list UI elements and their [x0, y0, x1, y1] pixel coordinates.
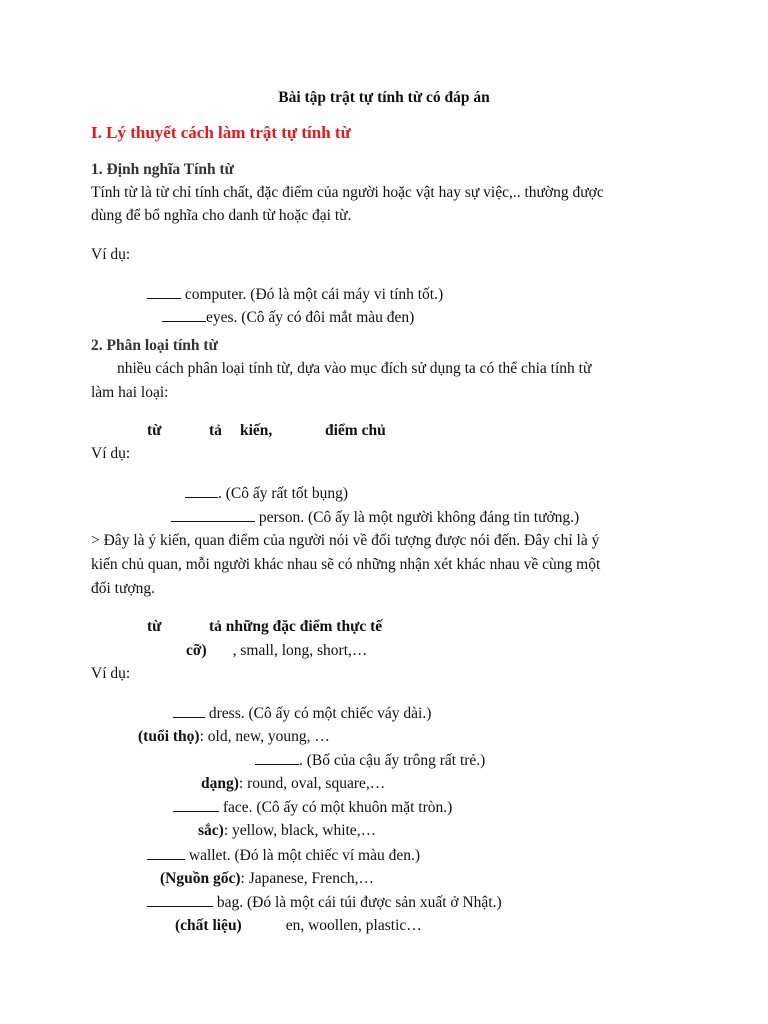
paragraph-line: đối tượng. — [91, 580, 155, 597]
category-list: : yellow, black, white,… — [223, 822, 377, 839]
category-label: cỡ) — [186, 642, 207, 659]
example-line — [185, 483, 348, 504]
paragraph-line: dùng để bổ nghĩa cho danh từ hoặc đại từ. — [91, 207, 352, 224]
category-list: en, woollen, plastic… — [285, 917, 422, 934]
example-line — [173, 703, 431, 724]
example-text: bag. (Đó là một cái túi được sản xuất ở Nhật.) — [213, 894, 502, 911]
example-text: person. (Cô ấy là một người không đáng tin tưởng.) — [255, 509, 580, 526]
type-heading-fragment: từ — [147, 618, 162, 635]
example-line — [171, 507, 579, 528]
category-line-material — [175, 916, 422, 936]
subheading-classification: 2. Phân loại tính từ — [91, 337, 218, 354]
category-label: (chất liệu) — [175, 917, 242, 934]
example-text: . (Cô ấy rất tốt bụng) — [218, 485, 349, 502]
blank — [185, 483, 218, 498]
example-line — [173, 797, 452, 818]
blank — [147, 892, 213, 907]
example-line — [255, 750, 485, 771]
category-list: : Japanese, French,… — [240, 870, 374, 887]
blank — [255, 750, 299, 765]
category-label: (tuổi thọ) — [138, 728, 200, 745]
paragraph-line: làm hai loại: — [91, 384, 169, 401]
section-heading-theory: I. Lý thuyết cách làm trật tự tính từ — [91, 123, 351, 142]
category-label: dạng) — [201, 775, 239, 792]
example-label: Ví dụ: — [91, 246, 131, 263]
type-heading-fragment: tả — [209, 422, 222, 439]
category-line-size — [186, 641, 367, 661]
category-list: : old, new, young, … — [199, 728, 330, 745]
category-label: (Nguồn gốc) — [160, 870, 241, 887]
type-heading-fragment: tả những đặc điểm thực tế — [209, 618, 383, 635]
category-line-shape — [201, 774, 385, 794]
category-list: , small, long, short,… — [232, 642, 368, 659]
page-title: Bài tập trật tự tính từ có đáp án — [278, 89, 490, 106]
example-text: dress. (Cô ấy có một chiếc váy dài.) — [205, 705, 432, 722]
category-line-origin — [160, 869, 374, 889]
blank — [173, 703, 205, 718]
paragraph-line: nhiều cách phân loại tính từ, dựa vào mục đích sử dụng ta có thể chia tính từ — [117, 360, 592, 377]
category-line-color — [198, 821, 376, 841]
example-line — [147, 284, 443, 305]
paragraph-line: kiến chủ quan, mỗi người khác nhau sẽ có những nhận xét khác nhau về cùng một — [91, 556, 601, 573]
type-heading-fragment: điểm chủ — [325, 422, 386, 439]
type-heading-fragment: kiến, — [240, 422, 273, 439]
example-line — [147, 892, 502, 913]
blank — [147, 284, 181, 299]
example-text: . (Bố của cậu ấy trông rất trẻ.) — [299, 752, 486, 769]
subheading-definition: 1. Định nghĩa Tính từ — [91, 161, 234, 178]
example-label: Ví dụ: — [91, 445, 131, 462]
category-list: : round, oval, square,… — [238, 775, 386, 792]
type-heading-fragment: từ — [147, 422, 162, 439]
example-text: eyes. (Cô ấy có đôi mắt màu đen) — [206, 309, 415, 326]
paragraph-line: > Đây là ý kiến, quan điểm của người nói về đối tượng được nói đến. Đây chỉ là ý — [91, 532, 600, 549]
category-line-age — [138, 727, 330, 747]
example-text: wallet. (Đó là một chiếc ví màu đen.) — [185, 847, 421, 864]
category-label: sắc) — [198, 822, 224, 839]
paragraph-line: Tính từ là từ chỉ tính chất, đặc điểm của người hoặc vật hay sự việc,.. thường được — [91, 184, 604, 201]
example-text: computer. (Đó là một cái máy vi tính tốt.) — [181, 286, 444, 303]
blank — [147, 845, 185, 860]
example-line — [147, 845, 420, 866]
blank — [162, 307, 206, 322]
blank — [171, 507, 255, 522]
blank — [173, 797, 219, 812]
example-line — [162, 307, 414, 328]
example-text: face. (Cô ấy có một khuôn mặt tròn.) — [219, 799, 453, 816]
example-label: Ví dụ: — [91, 665, 131, 682]
